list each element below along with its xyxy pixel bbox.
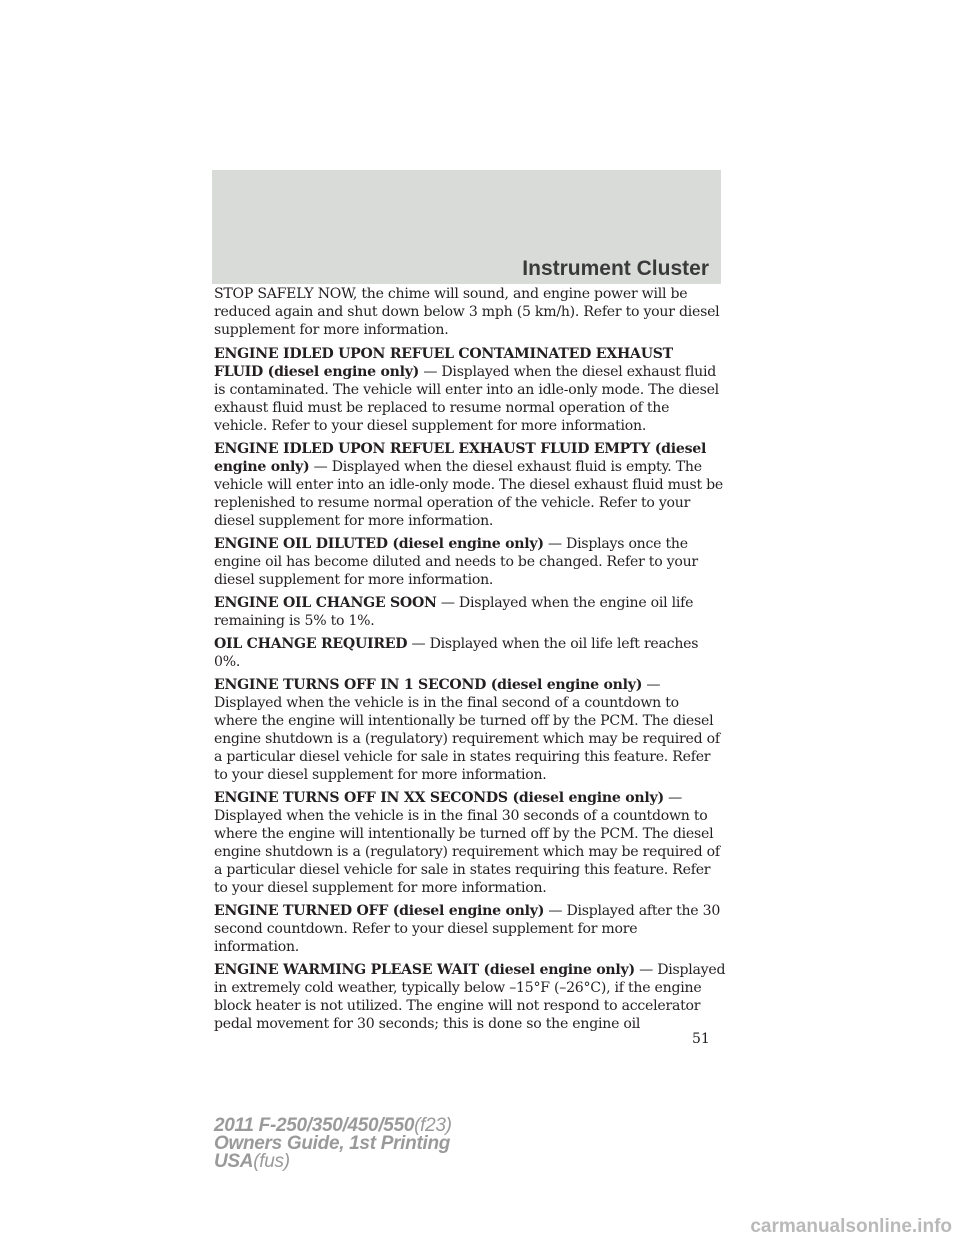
paragraph <box>214 676 726 784</box>
paragraph-text: — Displayed in extremely cold weather, typically below –15°F (–26°C), if the engine block heater is not utilized. The engine will not respond to accelerator pedal movement for 30 seconds; this is done so the engine oil <box>214 962 726 1032</box>
paragraph <box>214 594 726 630</box>
paragraph <box>214 961 726 1033</box>
paragraph-term: OIL CHANGE REQUIRED <box>214 636 408 652</box>
paragraph-term: ENGINE TURNS OFF IN XX SECONDS (diesel engine only) <box>214 790 664 806</box>
paragraph-text: — Displayed when the oil life left reaches 0%. <box>214 636 699 670</box>
paragraph <box>214 635 726 671</box>
paragraph-term: ENGINE TURNS OFF IN 1 SECOND (diesel engine only) <box>214 677 643 693</box>
footer-model: 2011 F-250/350/450/550 <box>214 1115 415 1136</box>
footer-code: (f23) <box>414 1115 452 1136</box>
footer-region: USA <box>214 1151 254 1172</box>
paragraph-text: — Displayed when the vehicle is in the final second of a countdown to where the engine will intentionally be turned off by the PCM. The diesel engine shutdown is a (regulatory) requirement which may be required of a particular diesel vehicle for sale in states requiring this feature. Refer to your diesel supplement for more information. <box>214 677 720 783</box>
print-footer <box>214 1117 452 1171</box>
paragraph-term: ENGINE WARMING PLEASE WAIT (diesel engine only) <box>214 962 635 978</box>
paragraph-term: ENGINE TURNED OFF (diesel engine only) <box>214 903 545 919</box>
paragraph-text: STOP SAFELY NOW, the chime will sound, and engine power will be reduced again and shut down below 3 mph (5 km/h). Refer to your diesel supplement for more information. <box>214 286 720 338</box>
paragraph <box>214 535 726 589</box>
footer-printing: Owners Guide, 1st Printing <box>214 1133 451 1154</box>
paragraph-text: — Displayed after the 30 second countdown. Refer to your diesel supplement for more information. <box>214 903 721 955</box>
paragraph-term: ENGINE OIL CHANGE SOON <box>214 595 437 611</box>
paragraph-text: — Displayed when the diesel exhaust fluid is empty. The vehicle will enter into an idle-only mode. The diesel exhaust fluid must be replenished to resume normal operation of the vehicle. Refer to your diesel supplement for more information. <box>214 459 724 529</box>
watermark: carmanualsonline.info <box>750 1216 952 1237</box>
paragraph <box>214 789 726 897</box>
paragraph <box>214 285 726 339</box>
page-number: 51 <box>692 1031 710 1047</box>
paragraph <box>214 345 726 435</box>
body-text <box>214 285 726 1038</box>
paragraph-text: — Displays once the engine oil has become diluted and needs to be changed. Refer to your diesel supplement for more information. <box>214 536 698 588</box>
section-title: Instrument Cluster <box>522 257 709 280</box>
paragraph <box>214 440 726 530</box>
paragraph-term: ENGINE OIL DILUTED (diesel engine only) <box>214 536 544 552</box>
paragraph-text: — Displayed when the vehicle is in the final 30 seconds of a countdown to where the engine will intentionally be turned off by the PCM. The diesel engine shutdown is a (regulatory) requirement which may be required of a particular diesel vehicle for sale in states requiring this feature. Refer to your diesel supplement for more information. <box>214 790 720 896</box>
paragraph-term: ENGINE IDLED UPON REFUEL CONTAMINATED EXHAUST FLUID (diesel engine only) <box>214 346 673 380</box>
paragraph-text: — Displayed when the engine oil life remaining is 5% to 1%. <box>214 595 694 629</box>
paragraph <box>214 902 726 956</box>
section-header-band <box>212 170 721 284</box>
paragraph-text: — Displayed when the diesel exhaust fluid is contaminated. The vehicle will enter into an idle-only mode. The diesel exhaust fluid must be replaced to resume normal operation of the vehicle. Refer to your diesel supplement for more information. <box>214 364 719 434</box>
footer-region-code: (fus) <box>253 1151 290 1172</box>
footer-line <box>214 1153 452 1171</box>
paragraph-term: ENGINE IDLED UPON REFUEL EXHAUST FLUID EMPTY (diesel engine only) <box>214 441 707 475</box>
